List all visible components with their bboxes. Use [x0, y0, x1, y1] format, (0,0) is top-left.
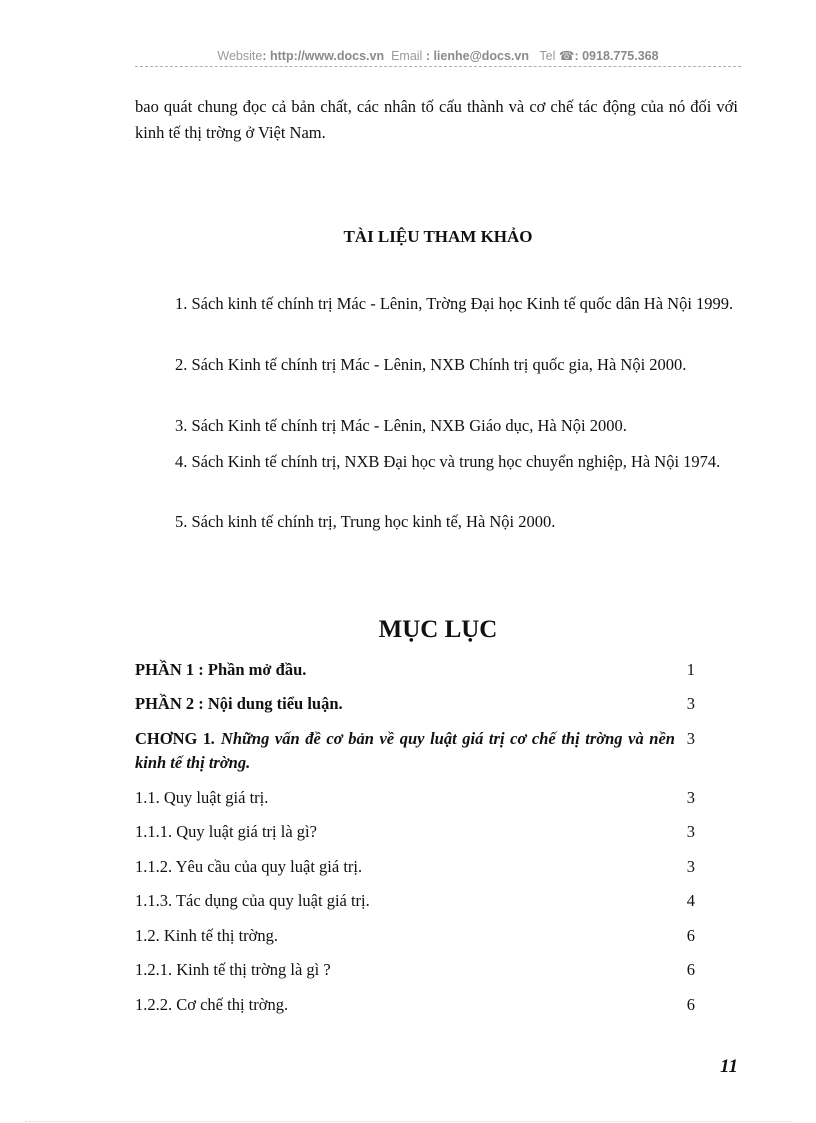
page-number: 11 — [720, 1056, 738, 1077]
toc-title: MỤC LỤC — [378, 616, 498, 643]
toc-prefix: CHƠNG 1 — [135, 729, 212, 748]
toc-page-number: 3 — [686, 822, 695, 841]
toc-prefix: PHẦN 2 — [135, 694, 195, 713]
toc-entry — [135, 958, 695, 982]
toc-entry — [135, 658, 695, 682]
toc-page-number: 4 — [686, 891, 695, 910]
toc-entry-title: 1.1.3. Tác dụng của quy luật giá trị. — [135, 891, 370, 910]
toc-entry — [135, 692, 695, 716]
email-label: Email — [391, 49, 423, 63]
toc-entry-title: : Phần mở đầu. — [198, 660, 307, 679]
toc-page-number: 6 — [686, 995, 695, 1014]
reference-item: 4. Sách Kinh tế chính trị, NXB Đại học và trung học chuyển nghiệp, Hà Nội 1974. — [175, 452, 721, 471]
header-divider — [135, 66, 741, 67]
toc-page-number: 1 — [686, 660, 695, 679]
toc-entry-title: 1.2.1. Kinh tế thị trờng là gì ? — [135, 960, 331, 979]
email-value: : lienhe@docs.vn — [425, 49, 529, 63]
toc-entry — [135, 786, 695, 810]
reference-item: 3. Sách Kinh tế chính trị Mác - Lênin, NXB Giáo dục, Hà Nội 2000. — [175, 416, 627, 435]
website-value: : http://www.docs.vn — [262, 49, 385, 63]
toc-entry-title: 1.1. Quy luật giá trị. — [135, 788, 269, 807]
toc-page-number: 3 — [686, 729, 695, 748]
toc-page-number: 3 — [686, 694, 695, 713]
toc-page-number: 3 — [686, 857, 695, 876]
toc-entry — [135, 924, 695, 948]
toc-entry — [135, 889, 695, 913]
phone-icon: ☎ — [558, 49, 575, 63]
toc-entry-title: 1.1.2. Yêu cầu của quy luật giá trị. — [135, 857, 363, 876]
page-header — [135, 48, 741, 63]
website-label: Website — [217, 49, 263, 63]
toc-entry-title: 1.2.2. Cơ chế thị trờng. — [135, 995, 289, 1014]
toc-entry-title: 1.2. Kinh tế thị trờng. — [135, 926, 279, 945]
footer-divider — [25, 1121, 791, 1122]
toc-entry — [135, 820, 695, 844]
intro-paragraph: bao quát chung đọc cả bản chất, các nhân tố cấu thành và cơ chế tác động của nó đối với kinh tế thị trờng ở Việt Nam. — [135, 97, 738, 142]
toc-entry-title: 1.1.1. Quy luật giá trị là gì? — [135, 822, 317, 841]
tel-value: : 0918.775.368 — [574, 49, 659, 63]
tel-label: Tel — [539, 49, 556, 63]
toc-prefix: PHẦN 1 — [135, 660, 195, 679]
toc-entry-title: : Nội dung tiểu luận. — [198, 694, 343, 713]
reference-item: 5. Sách kinh tế chính trị, Trung học kinh tế, Hà Nội 2000. — [175, 512, 556, 531]
reference-item: 2. Sách Kinh tế chính trị Mác - Lênin, NXB Chính trị quốc gia, Hà Nội 2000. — [175, 355, 687, 374]
toc-page-number: 3 — [686, 788, 695, 807]
references-title: TÀI LIỆU THAM KHẢO — [343, 227, 533, 246]
toc-entry-title: . Những vấn đề cơ bản về quy luật giá trị cơ chế thị trờng và nền kinh tế thị trờng. — [135, 729, 675, 772]
toc-entry — [135, 993, 695, 1017]
reference-item: 1. Sách kinh tế chính trị Mác - Lênin, Trờng Đại học Kinh tế quốc dân Hà Nội 1999. — [175, 294, 734, 313]
toc-entry — [135, 855, 695, 879]
toc-page-number: 6 — [686, 926, 695, 945]
toc-page-number: 6 — [686, 960, 695, 979]
toc-entry — [135, 727, 695, 775]
